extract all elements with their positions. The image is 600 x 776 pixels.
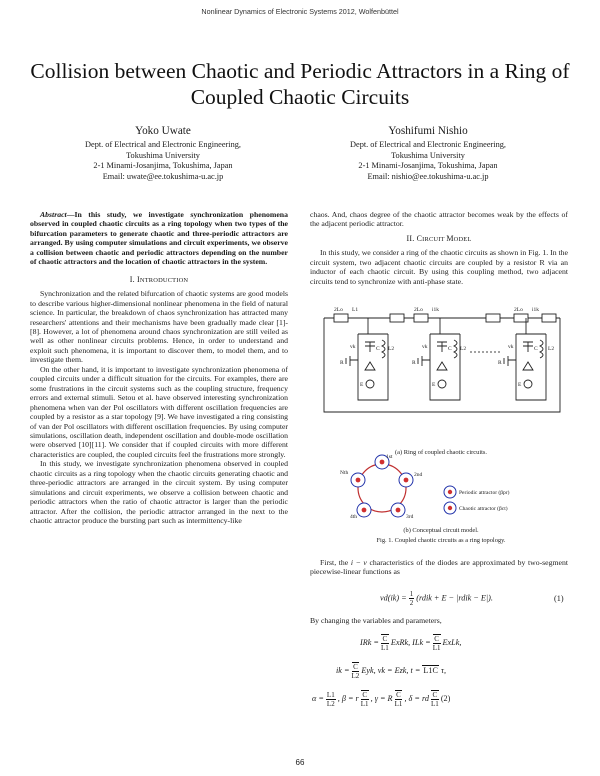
figure-1a (310, 292, 572, 456)
author-email: Email: nishio@ee.tokushima-u.ac.jp (367, 171, 489, 181)
equation-2-row-1: IRk = $\frac{C}{L1}$ ExRk, ILk = $\frac{C}{L1}$ ExLk, (360, 635, 462, 652)
section-heading-model: II. CIRCUIT MODEL (406, 233, 472, 243)
label-e: E (360, 382, 364, 388)
paragraph: In this study, we investigate synchronization phenomena observed in coupled chaotic circuits as a ring topology when the chaotic circuits generating chaotic and three-periodic attractors are arranged in the circuit system. By using computer simulations and circuit experiments, we observe a collision between chaotic and periodic attractors when the ratio of chaotic attractor is larger than the periodic attractor. After the collision, the periodic attractor arranged in the next to the chaotic attractor produce the bursting part such as intermittency-like (30, 459, 288, 526)
paragraph: chaos. And, chaos degree of the chaotic attractor becomes weak by the effects of the adjacent periodic attractor. (310, 210, 568, 229)
label-coupling: 2Lo (514, 307, 523, 313)
abstract-text: —In this study, we investigate synchronization phenomena observed in coupled chaotic circuits as a ring topology when two types of the bifurcation parameters to generate chaotic and three-periodic attractors are arranged. By using computer simulations and circuit experiments, we observe a collision between chaotic and periodic attractors depending on the number of chaotic attractors and the location of chaotic attractors in the system. (30, 210, 288, 267)
caption-a: (a) Ring of coupled chaotic circuits. (395, 449, 487, 456)
label-l2: L2 (460, 346, 467, 352)
author-block-2 (303, 124, 553, 182)
section-heading-intro: I. INTRODUCTION (129, 274, 189, 284)
node-label-3rd: 3rd (406, 514, 414, 520)
label-vk: vk (422, 344, 428, 350)
right-column-bottom (310, 558, 568, 577)
legend-periodic: Periodic attractor (βpr) (459, 490, 510, 496)
author-univ: Tokushima University (391, 150, 465, 160)
equation-2-row-2: ik = $\frac{C}{L2}$ Eyk, vk = Ezk, t = L1C τ, (336, 663, 447, 680)
author-dept: Dept. of Electrical and Electronic Engineering, (85, 140, 241, 149)
node-label-4th: 4th (350, 514, 358, 520)
paragraph: On the other hand, it is important to investigate synchronization phenomena of coupled circuits under a difficult situation for the circuits. For examples, there are some frustrations in the circuit systems such as the coupling structure, frequency errors and external stimuli. Setou et al. have observed interesting synchronization phenomena when van der Pol oscillators with different oscillation frequencies are coupled by a resistor as a star topology [9]. We have investigated a ring consisting of van der Pol oscillators with different oscillation frequencies. By using computer simulations, oscillation death, independent oscillation and double-mode oscillation were observed [10][11]. We consider that if coupled circuits with more different characteristics are coupled, the coupled circuits feel the frustrations more strongly. (30, 364, 288, 459)
label-vk: vk (350, 344, 356, 350)
running-header: Nonlinear Dynamics of Electronic Systems 2012, Wolfenbüttel (201, 7, 399, 16)
label-l2: L2 (548, 346, 555, 352)
figure-1b (310, 452, 572, 552)
label-c: C (448, 346, 452, 352)
figure-caption: Fig. 1. Coupled chaotic circuits as a ring topology. (376, 537, 506, 544)
author-univ: Tokushima University (126, 150, 200, 160)
label-c: C (376, 346, 380, 352)
left-column (30, 210, 288, 526)
paragraph: Synchronization and the related bifurcation of chaotic systems are good models to describe various higher-dimensional nonlinear phenomena in the field of natural science. In particular, the breakdown of chaos synchronization has attracted many researchers' attentions and their mechanisms have been gradually made clear [1]-[8]. However, a lot of phenomena around chaos synchronization are still veiled as well as other nonlinear circuits problems. Hence, in order to understand and exploit such phenomena, it is important to discover them, to model them, and to investigate them. (30, 289, 288, 365)
label-l2: L2 (388, 346, 395, 352)
paragraph: In this study, we consider a ring of the chaotic circuits as shown in Fig. 1. In the circuit system, two adjacent chaotic circuits are coupled by a resistor R via an inductor of each chaotic circuit. By using this coupling method, two adjacent circuits tend to synchronize with anti-phase state. (310, 248, 568, 286)
equation-1: vd(ik) = $\frac{1}{2}$ (rdik + E − |rdik − E|). (380, 590, 493, 607)
paragraph: First, the i − v characteristics of the diodes are approximated by two-segment piecewise-linear functions as (310, 558, 568, 577)
right-column-top (310, 210, 568, 286)
author-dept: Dept. of Electrical and Electronic Engineering, (350, 140, 506, 149)
author-address: 2-1 Minami-Josanjima, Tokushima, Japan (358, 161, 498, 171)
label-r: R (340, 360, 344, 366)
abstract-label: Abstract (40, 210, 67, 219)
label-c: C (534, 346, 538, 352)
ring-diagram (310, 452, 572, 522)
author-name: Yoshifumi Nishio (388, 125, 468, 137)
legend-chaotic: Chaotic attractor (βct) (459, 506, 508, 512)
label-coupling: 2Lo (414, 307, 423, 313)
label-e: E (518, 382, 522, 388)
label-r: R (498, 360, 502, 366)
author-address: 2-1 Minami-Josanjima, Tokushima, Japan (93, 161, 233, 171)
paper-title: Collision between Chaotic and Periodic Attractors in a Ring of Coupled Chaotic Circuits (30, 59, 570, 109)
label-coupling: 2Lo (334, 307, 343, 313)
author-name: Yoko Uwate (135, 125, 191, 137)
caption-b: (b) Conceptual circuit model. (403, 527, 479, 534)
paragraph-vars: By changing the variables and parameters, (310, 616, 442, 625)
node-label-1st: 1st (386, 454, 393, 460)
node-label-nth: Nth (340, 470, 349, 476)
label-vk: vk (508, 344, 514, 350)
equation-1-label: (1) (554, 594, 564, 603)
node-label-2nd: 2nd (414, 472, 423, 478)
label-ik: i1k (432, 307, 440, 313)
equation-2-row-3: α = $\frac{L1}{L2}$ , β = r $\frac{C}{L1}$ , γ = R $\frac{C}{L1}$ , δ = rd $\frac{C}{L1}$ (2) (312, 690, 451, 708)
label-ik: i1k (532, 307, 540, 313)
circuit-diagram (310, 292, 572, 442)
label-r: R (412, 360, 416, 366)
label-l1: L1 (352, 307, 359, 313)
label-e: E (432, 382, 436, 388)
page-number: 66 (295, 758, 305, 767)
author-email: Email: uwate@ee.tokushima-u.ac.jp (102, 171, 224, 181)
abstract (30, 210, 288, 267)
author-block-1 (38, 124, 288, 182)
